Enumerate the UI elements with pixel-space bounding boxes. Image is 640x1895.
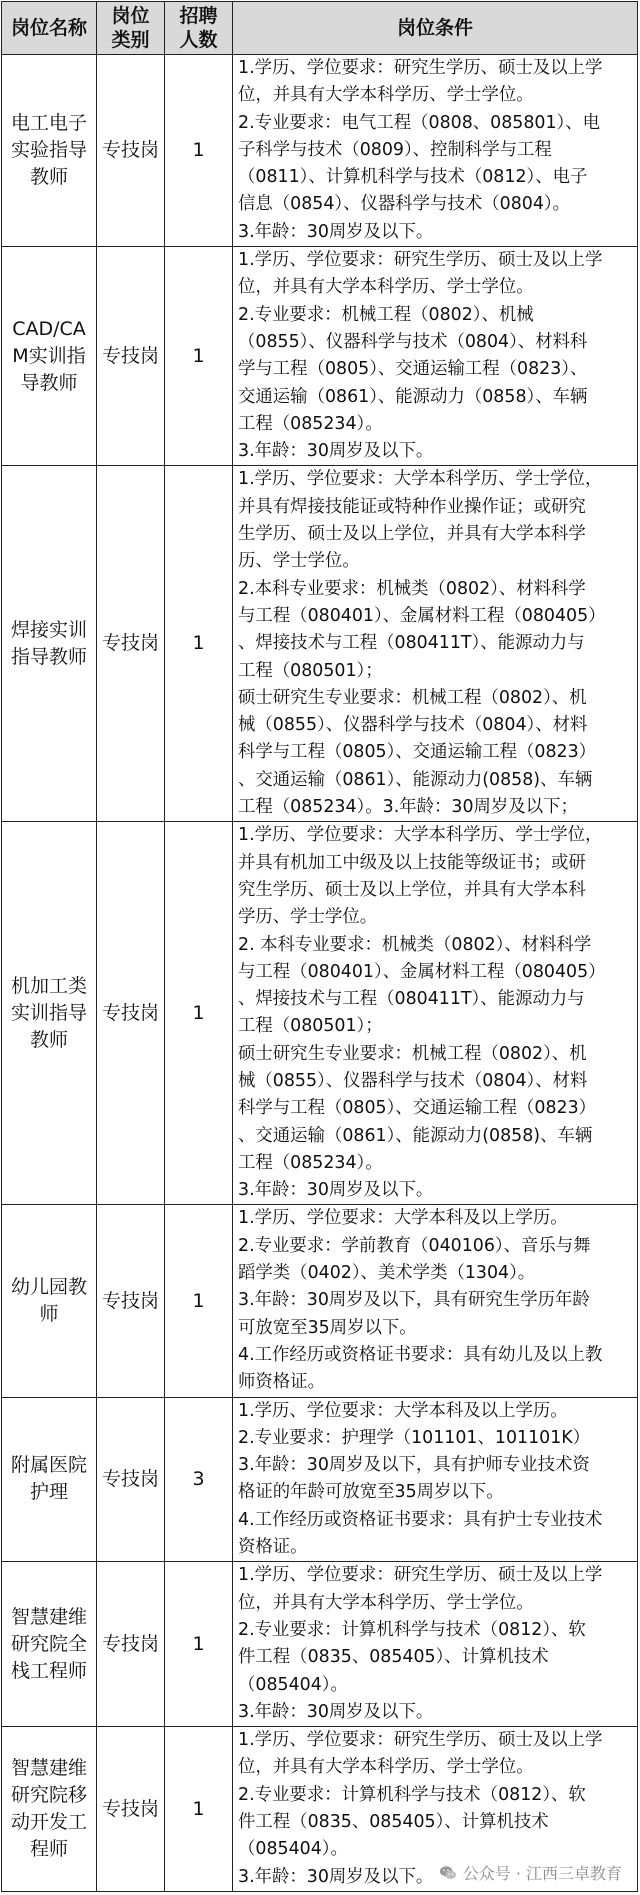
condition-line: 位，并具有大学本科学历、学士学位。: [238, 277, 534, 298]
condition-line: 1.学历、学位要求：研究生学历、硕士及以上学: [238, 58, 603, 78]
condition-line: 与工程（080401）、金属材料工程（080405）: [238, 961, 606, 982]
position-conditions: [233, 55, 638, 247]
condition-line: 与工程（080401）、金属材料工程（080405）: [238, 605, 606, 626]
condition-line: 1.学历、学位要求：大学本科学历、学士学位，: [238, 469, 603, 490]
hire-count: 1: [165, 55, 233, 247]
watermark: [435, 1860, 626, 1885]
condition-line: 3.年龄：30周岁及以下。: [238, 1701, 434, 1722]
condition-line: 硕士研究生专业要求：机械工程（0802）、机: [238, 687, 587, 708]
condition-line: 信息（0854）、仪器科学与技术（0804）。: [238, 194, 570, 215]
condition-line: 4.工作经历或资格证书要求：具有幼儿及以上教: [238, 1344, 603, 1365]
hire-count: 1: [165, 1205, 233, 1397]
position-conditions: [233, 466, 638, 822]
position-category: 专技岗: [97, 247, 165, 466]
position-name: 附属医院 护理: [2, 1397, 97, 1562]
condition-line: 3.年龄：30周岁及以下。: [238, 1180, 434, 1201]
table-header-row: [2, 2, 638, 55]
position-category: 专技岗: [97, 1562, 165, 1727]
table-body: [2, 55, 638, 1892]
table-row: [2, 466, 638, 822]
position-name: 幼儿园教 师: [2, 1205, 97, 1397]
header-position-name: 岗位名称: [2, 2, 97, 55]
condition-line: 3.年龄：30周岁及以下。: [238, 441, 434, 462]
position-conditions: [233, 822, 638, 1205]
condition-line: 3.年龄：30周岁及以下，具有护师专业技术资: [238, 1455, 590, 1476]
condition-line: 1.学历、学位要求：大学本科及以上学历。: [238, 1400, 568, 1421]
position-conditions: [233, 1205, 638, 1397]
condition-line: 子科学与技术（0809）、控制科学与工程: [238, 139, 552, 160]
condition-line: 学与工程（0805）、交通运输工程（0823）、: [238, 359, 588, 380]
condition-line: 、交通运输（0861）、能源动力(0858)、车辆: [238, 769, 593, 790]
position-name: 智慧建维 研究院全 栈工程师: [2, 1562, 97, 1727]
condition-line: 、交通运输（0861）、能源动力(0858)、车辆: [238, 1125, 593, 1146]
position-category: 专技岗: [97, 1397, 165, 1562]
hire-count: 1: [165, 247, 233, 466]
table-row: [2, 1562, 638, 1727]
condition-line: 件工程（0835、085405）、计算机技术: [238, 1647, 549, 1668]
condition-line: 2.专业要求：机械工程（0802）、机械: [238, 304, 534, 325]
hire-count: 1: [165, 1562, 233, 1727]
condition-line: 并具有机加工中级及以上技能等级证书；或研: [238, 852, 586, 873]
condition-line: 2. 本科专业要求：机械类（0802）、材料科学: [238, 934, 592, 955]
condition-line: 位，并具有大学本科学历、学士学位。: [238, 85, 534, 106]
hire-count: 1: [165, 822, 233, 1205]
condition-line: 师资格证。: [238, 1372, 325, 1393]
position-name: 电工电子 实验指导 教师: [2, 55, 97, 247]
condition-line: 生学历、硕士及以上学位，并具有大学本科学: [238, 524, 586, 545]
condition-line: 工程（080501）；: [238, 1016, 383, 1037]
condition-line: 科学与工程（0805）、交通运输工程（0823）: [238, 742, 597, 763]
condition-line: 、焊接技术与工程（080411T）、能源动力与: [238, 989, 585, 1010]
condition-line: 位，并具有大学本科学历、学士学位。: [238, 1757, 534, 1778]
position-category: 专技岗: [97, 822, 165, 1205]
condition-line: 并具有焊接技能证或特种作业操作证；或研究: [238, 496, 586, 517]
condition-line: 1.学历、学位要求：大学本科及以上学历。: [238, 1208, 568, 1229]
hire-count: 1: [165, 466, 233, 822]
condition-line: 工程（080501）；: [238, 660, 383, 681]
condition-line: 究生学历、硕士及以上学位，并具有大学本科: [238, 879, 586, 900]
condition-line: 械（0855）、仪器科学与技术（0804）、材料: [238, 715, 588, 736]
condition-line: 3.年龄：30周岁及以下。: [238, 221, 434, 242]
header-position-conditions: 岗位条件: [233, 2, 638, 55]
condition-line: （0811）、计算机科学与技术（0812）、电子: [238, 167, 588, 188]
condition-line: 学历、学士学位。: [238, 907, 378, 928]
table-row: [2, 1205, 638, 1397]
position-category: 专技岗: [97, 466, 165, 822]
condition-line: 工程（085234）。: [238, 413, 383, 434]
condition-line: 2.专业要求：学前教育（040106）、音乐与舞: [238, 1235, 591, 1256]
position-name: 智慧建维 研究院移 动开发工 程师: [2, 1727, 97, 1892]
condition-line: 蹈学类（0402）、美术学类（1304）。: [238, 1263, 536, 1284]
condition-line: 件工程（0835、085405）、计算机技术: [238, 1812, 549, 1832]
job-table: [1, 1, 638, 1892]
condition-line: 工程（085234）。3.年龄：30周岁及以下；: [238, 797, 578, 818]
header-hire-count: 招聘 人数: [165, 2, 233, 55]
table-row: [2, 247, 638, 466]
condition-line: 1.学历、学位要求：研究生学历、硕士及以上学: [238, 1730, 603, 1751]
watermark-text: 公众号 · 江西三卓教育: [462, 1864, 622, 1883]
condition-line: 资格证。: [238, 1537, 308, 1558]
position-conditions: [233, 247, 638, 466]
table-row: [2, 1397, 638, 1562]
condition-line: 2.专业要求：计算机科学与技术（0812）、软: [238, 1619, 586, 1640]
condition-line: 位，并具有大学本科学历、学士学位。: [238, 1592, 534, 1613]
condition-line: 格证的年龄可放宽至35周岁以下。: [238, 1482, 504, 1503]
condition-line: 1.学历、学位要求：大学本科学历、学士学位，: [238, 825, 603, 846]
position-category: 专技岗: [97, 55, 165, 247]
condition-line: 历、学士学位。: [238, 551, 360, 572]
condition-line: 4.工作经历或资格证书要求：具有护士专业技术: [238, 1509, 603, 1530]
table-row: [2, 55, 638, 247]
condition-line: 2.专业要求：护理学（101101、101101K）: [238, 1427, 591, 1448]
condition-line: （085404）。: [238, 1839, 348, 1860]
position-conditions: [233, 1562, 638, 1727]
condition-line: 2.专业要求：电气工程（0808、085801）、电: [238, 112, 601, 133]
position-name: CAD/CA M实训指 导教师: [2, 247, 97, 466]
table-row: [2, 822, 638, 1205]
condition-line: 2.专业要求：计算机科学与技术（0812）、软: [238, 1784, 586, 1805]
condition-line: 1.学历、学位要求：研究生学历、硕士及以上学: [238, 1565, 603, 1586]
condition-line: 、焊接技术与工程（080411T）、能源动力与: [238, 633, 585, 654]
position-name: 焊接实训 指导教师: [2, 466, 97, 822]
position-category: 专技岗: [97, 1205, 165, 1397]
condition-line: （0855）、仪器科学与技术（0804）、材料科: [238, 331, 588, 352]
condition-line: （085404）。: [238, 1674, 348, 1695]
wechat-icon: [439, 1864, 457, 1882]
position-category: 专技岗: [97, 1727, 165, 1892]
hire-count: 3: [165, 1397, 233, 1562]
condition-line: 可放宽至35周岁以下。: [238, 1317, 417, 1338]
header-position-category: 岗位 类别: [97, 2, 165, 55]
condition-line: 2.本科专业要求：机械类（0802）、材料科学: [238, 578, 586, 599]
condition-line: 1.学历、学位要求：研究生学历、硕士及以上学: [238, 250, 603, 271]
condition-line: 工程（085234）。: [238, 1152, 383, 1173]
hire-count: 1: [165, 1727, 233, 1892]
position-name: 机加工类 实训指导 教师: [2, 822, 97, 1205]
position-conditions: [233, 1397, 638, 1562]
condition-line: 交通运输（0861）、能源动力（0858）、车辆: [238, 386, 588, 407]
condition-line: 3.年龄：30周岁及以下，具有研究生学历年龄: [238, 1290, 590, 1311]
condition-line: 3.年龄：30周岁及以下。: [238, 1866, 434, 1887]
condition-line: 械（0855）、仪器科学与技术（0804）、材料: [238, 1070, 588, 1091]
condition-line: 科学与工程（0805）、交通运输工程（0823）: [238, 1098, 597, 1119]
condition-line: 硕士研究生专业要求：机械工程（0802）、机: [238, 1043, 587, 1064]
